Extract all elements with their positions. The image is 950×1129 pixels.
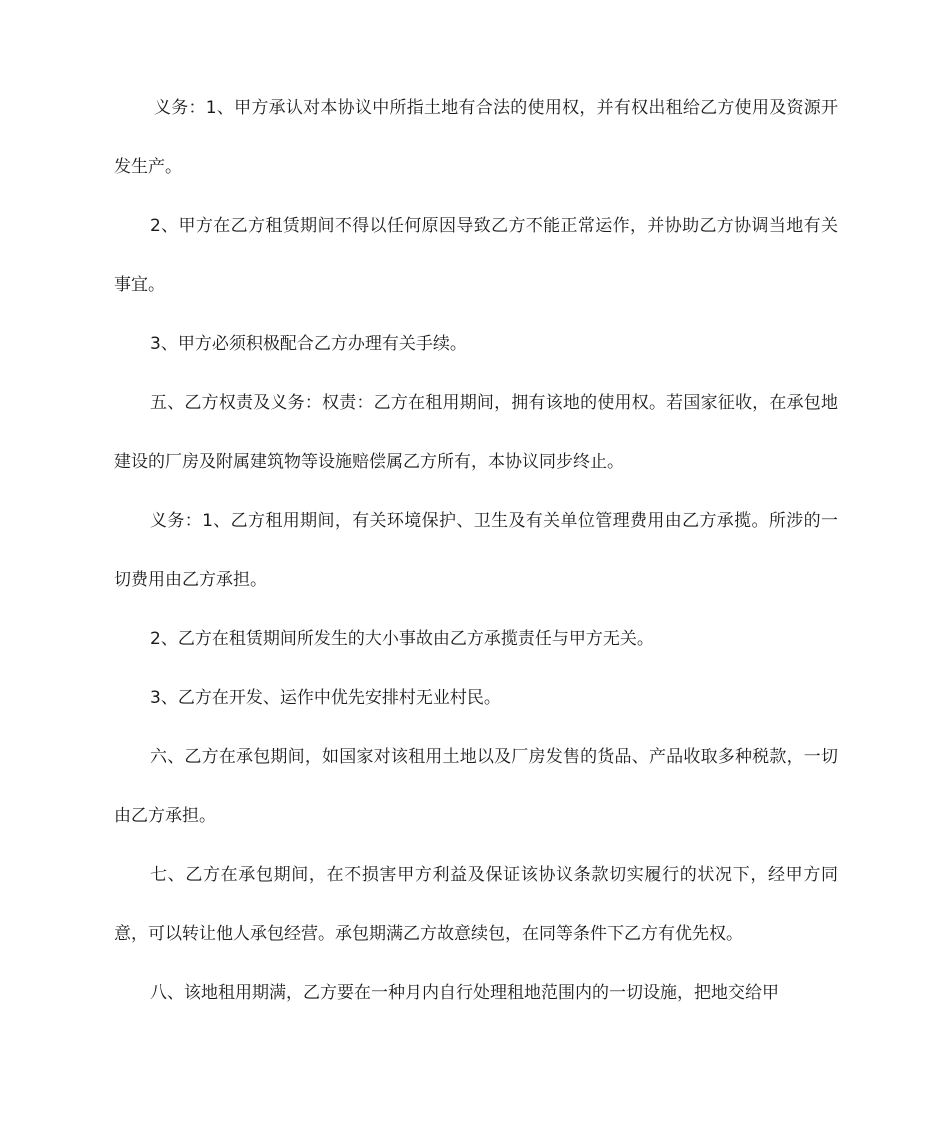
paragraph-7: 3、乙方在开发、运作中优先安排村无业村民。 (150, 688, 501, 708)
paragraph-8: 六、乙方在承包期间，如国家对该租用土地以及厂房发售的货品、产品收取多种税款，一切由乙方承担。 (114, 747, 838, 826)
paragraph-2: 2、甲方在乙方租赁期间不得以任何原因导致乙方不能正常运作，并协助乙方协调当地有关事宜。 (114, 216, 838, 295)
paragraph-10: 八、该地租用期满，乙方要在一种月内自行处理租地范围内的一切设施，把地交给甲 (150, 983, 779, 1003)
document-page (114, 79, 838, 1119)
paragraph-9: 七、乙方在承包期间，在不损害甲方利益及保证该协议条款切实履行的状况下，经甲方同意，可以转让他人承包经营。承包期满乙方故意续包，在同等条件下乙方有优先权。 (114, 865, 838, 944)
paragraph-6: 2、乙方在租赁期间所发生的大小事故由乙方承揽责任与甲方无关。 (150, 629, 654, 649)
paragraph-3: 3、甲方必须积极配合乙方办理有关手续。 (150, 334, 467, 354)
paragraph-5: 义务：1、乙方租用期间，有关环境保护、卫生及有关单位管理费用由乙方承揽。所涉的一切费用由乙方承担。 (114, 511, 838, 590)
paragraph-1: 义务：1、甲方承认对本协议中所指土地有合法的使用权，并有权出租给乙方使用及资源开发生产。 (114, 98, 838, 177)
paragraph-4: 五、乙方权责及义务：权责：乙方在租用期间，拥有该地的使用权。若国家征收，在承包地建设的厂房及附属建筑物等设施赔偿属乙方所有，本协议同步终止。 (114, 393, 838, 472)
